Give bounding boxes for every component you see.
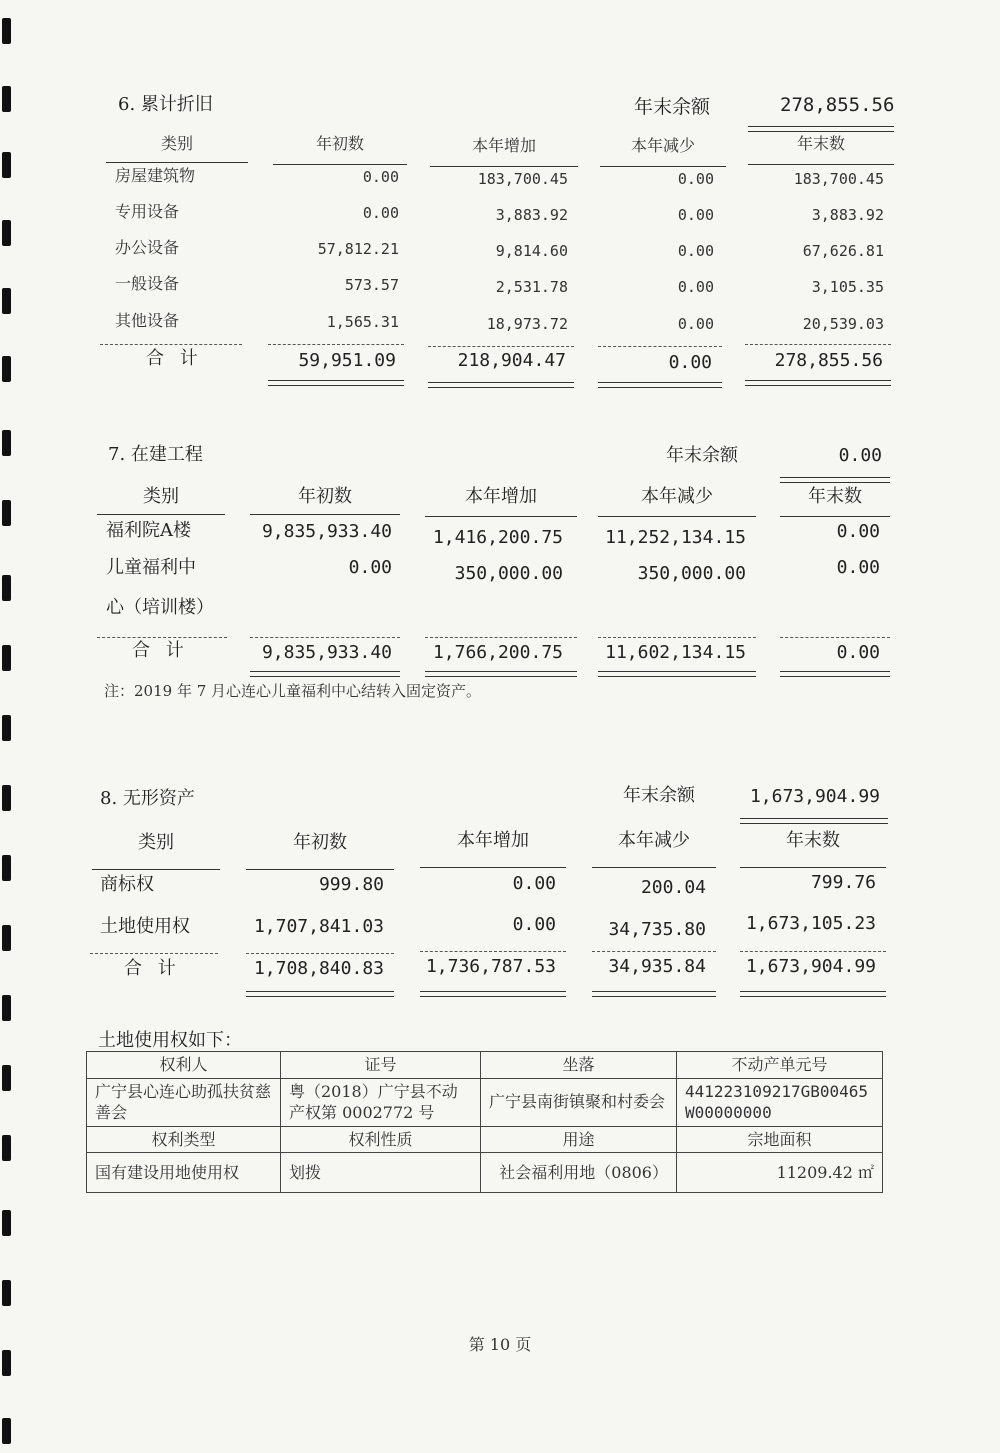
binding-ring xyxy=(2,645,11,671)
cell: 0.00 xyxy=(348,557,392,578)
binding-ring xyxy=(2,575,11,601)
binding-ring xyxy=(2,1210,11,1236)
table-row xyxy=(87,1078,883,1126)
col-header: 年初数 xyxy=(293,832,347,853)
col-header: 证号 xyxy=(281,1052,481,1079)
row-label-continued: 心（培训楼） xyxy=(106,597,214,618)
dashed-rule xyxy=(428,346,574,347)
dashed-rule xyxy=(420,951,566,952)
binding-ring xyxy=(2,500,11,526)
cell: 0.00 xyxy=(362,168,399,186)
cell: 11,602,134.15 xyxy=(605,642,746,663)
cell: 广宁县南街镇聚和村委会 xyxy=(481,1078,677,1126)
table-header-row xyxy=(87,1052,883,1079)
double-rule xyxy=(740,818,888,824)
table-header-row xyxy=(87,1126,883,1153)
cell: 1,708,840.83 xyxy=(253,958,384,979)
col-header: 类别 xyxy=(143,486,179,507)
cell: 1,416,200.75 xyxy=(432,527,563,548)
binding-ring xyxy=(2,715,11,741)
double-rule xyxy=(740,991,886,997)
cell: 183,700.45 xyxy=(793,170,884,188)
row-label: 房屋建筑物 xyxy=(115,166,196,185)
binding-ring xyxy=(2,1280,11,1306)
section-title: 7. 在建工程 xyxy=(108,444,203,465)
cell: 350,000.00 xyxy=(637,563,746,584)
double-rule xyxy=(780,477,890,483)
col-header: 本年增加 xyxy=(457,830,529,851)
cell: 划拨 xyxy=(281,1153,481,1193)
rule xyxy=(740,867,886,868)
rule xyxy=(92,869,220,870)
cell: 0.00 xyxy=(362,204,399,222)
col-header: 类别 xyxy=(160,134,193,153)
col-header: 本年减少 xyxy=(641,486,713,507)
dashed-rule xyxy=(598,637,756,638)
col-header: 本年增加 xyxy=(465,486,537,507)
rule xyxy=(430,166,578,167)
balance-label: 年末余额 xyxy=(666,445,738,466)
rule xyxy=(97,514,225,515)
double-rule xyxy=(598,671,756,677)
cell: 999.80 xyxy=(318,874,384,895)
col-header: 权利人 xyxy=(87,1052,281,1079)
rule xyxy=(425,516,577,517)
cell: 0.00 xyxy=(677,206,714,224)
col-header: 权利类型 xyxy=(87,1126,281,1153)
dashed-rule xyxy=(90,953,218,954)
col-header: 年末数 xyxy=(796,134,845,153)
dashed-rule xyxy=(780,637,890,638)
balance-value: 278,855.56 xyxy=(780,94,895,116)
dashed-rule xyxy=(268,344,404,345)
dashed-rule xyxy=(250,637,400,638)
row-label: 办公设备 xyxy=(115,238,180,257)
total-label: 合 计 xyxy=(124,958,176,979)
total-label: 合 计 xyxy=(132,640,184,661)
balance-label: 年末余额 xyxy=(623,785,695,806)
cell: 34,735.80 xyxy=(608,919,706,940)
cell: 183,700.45 xyxy=(477,170,568,188)
row-label: 专用设备 xyxy=(115,202,180,221)
cell: 59,951.09 xyxy=(298,350,396,371)
dashed-rule xyxy=(100,344,242,345)
col-header: 类别 xyxy=(138,832,174,853)
cell: 3,883.92 xyxy=(811,206,884,224)
rule xyxy=(106,162,248,163)
double-rule xyxy=(598,382,722,388)
cell: 1,673,904.99 xyxy=(745,956,876,977)
col-header: 不动产单元号 xyxy=(677,1052,883,1079)
binding-ring xyxy=(2,1065,11,1091)
rule xyxy=(600,166,726,167)
section-title: 6. 累计折旧 xyxy=(118,94,213,115)
cell: 1,707,841.03 xyxy=(253,916,384,937)
dashed-rule xyxy=(246,953,394,954)
cell: 1,565.31 xyxy=(326,313,399,331)
double-rule xyxy=(420,991,566,997)
col-header: 年末数 xyxy=(786,830,840,851)
cell: 社会福利用地（0806） xyxy=(481,1153,677,1193)
cell: 57,812.21 xyxy=(317,240,399,258)
cell: 9,814.60 xyxy=(495,242,568,260)
cell: 218,904.47 xyxy=(457,350,566,371)
rule xyxy=(780,516,890,517)
col-header: 用途 xyxy=(481,1126,677,1153)
col-header: 坐落 xyxy=(481,1052,677,1079)
col-header: 本年减少 xyxy=(618,830,690,851)
row-label: 一般设备 xyxy=(115,274,180,293)
row-label: 儿童福利中 xyxy=(106,557,196,578)
rule xyxy=(592,867,716,868)
dashed-rule xyxy=(745,344,891,345)
section-title: 8. 无形资产 xyxy=(100,788,195,809)
cell: 0.00 xyxy=(677,170,714,188)
cell: 广宁县心连心助孤扶贫慈善会 xyxy=(87,1078,281,1126)
dashed-rule xyxy=(97,637,227,638)
binding-ring xyxy=(2,1418,11,1444)
binding-ring xyxy=(2,288,11,314)
cell: 200.04 xyxy=(640,877,706,898)
double-rule xyxy=(748,126,894,132)
col-header: 本年增加 xyxy=(471,136,536,155)
cell: 1,766,200.75 xyxy=(432,642,563,663)
cell: 粤（2018）广宁县不动产权第 0002772 号 xyxy=(281,1078,481,1126)
cell: 573.57 xyxy=(344,276,399,294)
cell: 0.00 xyxy=(677,278,714,296)
cell: 67,626.81 xyxy=(802,242,884,260)
binding-ring xyxy=(2,220,11,246)
double-rule xyxy=(268,380,404,386)
cell: 0.00 xyxy=(677,315,714,333)
binding-ring xyxy=(2,995,11,1021)
cell: 1,736,787.53 xyxy=(425,956,556,977)
row-label: 商标权 xyxy=(100,874,154,895)
balance-value: 1,673,904.99 xyxy=(749,786,880,807)
binding-ring xyxy=(2,1350,11,1376)
dashed-rule xyxy=(592,951,716,952)
binding-ring xyxy=(2,430,11,456)
dashed-rule xyxy=(598,346,722,347)
binding-ring xyxy=(2,152,11,178)
cell: 11209.42 ㎡ xyxy=(677,1153,883,1193)
cell: 34,935.84 xyxy=(608,956,706,977)
col-header: 年初数 xyxy=(315,134,364,153)
table-row xyxy=(87,1153,883,1193)
binding-ring xyxy=(2,785,11,811)
rule xyxy=(420,867,566,868)
double-rule xyxy=(780,671,890,677)
row-label: 福利院A楼 xyxy=(106,520,191,541)
balance-label: 年末余额 xyxy=(634,96,711,118)
cell: 国有建设用地使用权 xyxy=(87,1153,281,1193)
cell: 799.76 xyxy=(810,872,876,893)
note: 注：2019 年 7 月心连心儿童福利中心结转入固定资产。 xyxy=(104,682,482,700)
col-header: 年初数 xyxy=(298,486,352,507)
dashed-rule xyxy=(425,637,577,638)
cell: 0.00 xyxy=(836,642,880,663)
cell: 0.00 xyxy=(677,242,714,260)
cell: 18,973.72 xyxy=(486,315,568,333)
total-label: 合 计 xyxy=(146,348,198,369)
double-rule xyxy=(425,671,577,677)
cell: 9,835,933.40 xyxy=(261,642,392,663)
row-label: 其他设备 xyxy=(115,311,180,330)
cell: 20,539.03 xyxy=(802,315,884,333)
binding-ring xyxy=(2,86,11,112)
cell: 1,673,105.23 xyxy=(745,913,876,934)
col-header: 年末数 xyxy=(808,486,862,507)
balance-value: 0.00 xyxy=(838,445,882,466)
cell: 9,835,933.40 xyxy=(261,521,392,542)
page-number: 第 10 页 xyxy=(468,1335,532,1354)
rule xyxy=(250,514,400,515)
double-rule xyxy=(246,991,394,997)
cell: 0.00 xyxy=(668,352,712,373)
double-rule xyxy=(250,671,400,677)
cell: 0.00 xyxy=(512,873,556,894)
rule xyxy=(273,164,407,165)
double-rule xyxy=(745,380,891,386)
binding-ring xyxy=(2,18,11,44)
land-intro: 土地使用权如下： xyxy=(98,1030,242,1051)
col-header: 本年减少 xyxy=(630,136,695,155)
rule xyxy=(748,164,894,165)
col-header: 宗地面积 xyxy=(677,1126,883,1153)
cell: 2,531.78 xyxy=(495,278,568,296)
cell: 0.00 xyxy=(512,914,556,935)
binding-rings xyxy=(0,0,22,1453)
cell: 441223109217GB00465W00000000 xyxy=(677,1078,883,1126)
cell: 3,883.92 xyxy=(495,206,568,224)
row-label: 土地使用权 xyxy=(100,916,190,937)
cell: 0.00 xyxy=(836,521,880,542)
cell: 11,252,134.15 xyxy=(605,527,746,548)
land-rights-table xyxy=(86,1051,883,1193)
double-rule xyxy=(592,991,716,997)
binding-ring xyxy=(2,925,11,951)
cell: 350,000.00 xyxy=(454,563,563,584)
binding-ring xyxy=(2,356,11,382)
rule xyxy=(246,869,394,870)
cell: 278,855.56 xyxy=(774,350,883,371)
double-rule xyxy=(428,382,574,388)
dashed-rule xyxy=(740,951,886,952)
binding-ring xyxy=(2,855,11,881)
cell: 0.00 xyxy=(836,557,880,578)
rule xyxy=(598,516,756,517)
binding-ring xyxy=(2,1135,11,1161)
cell: 3,105.35 xyxy=(811,278,884,296)
col-header: 权利性质 xyxy=(281,1126,481,1153)
